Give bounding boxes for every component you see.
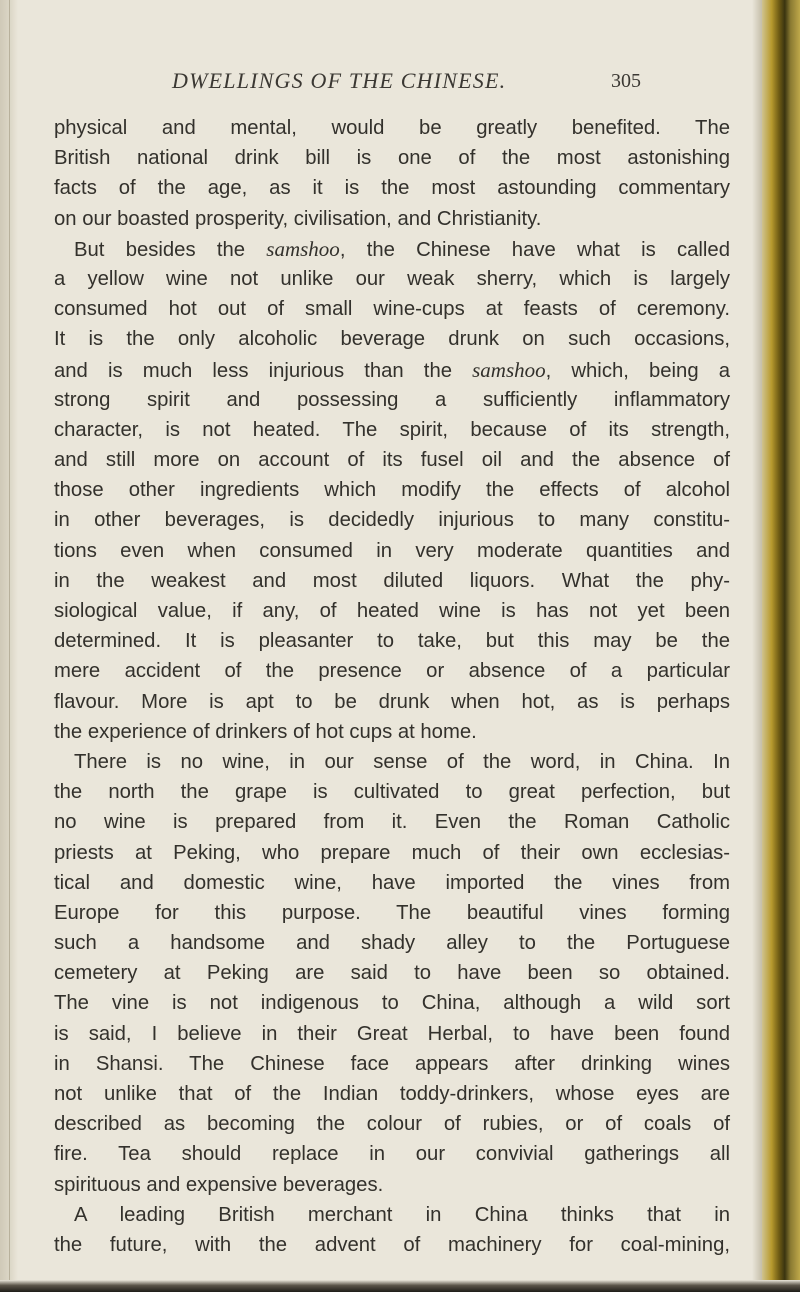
text-line: the north the grape is cultivated to great perfection, but xyxy=(54,781,730,804)
text-line: the future, with the advent of machinery for coal-mining, xyxy=(54,1233,730,1256)
text-line: siological value, if any, of heated wine is has not yet been xyxy=(54,600,730,622)
text-line: such a handsome and shady alley to the Portuguese xyxy=(54,932,730,955)
text-line: described as becoming the colour of rubies, or of coals of xyxy=(54,1113,730,1136)
text-line: The vine is not indigenous to China, although a wild sort xyxy=(54,992,730,1015)
text-line: consumed hot out of small wine-cups at feasts of ceremony. xyxy=(54,298,730,321)
text-line: strong spirit and possessing a sufficiently inflammatory xyxy=(54,388,730,411)
italic-term: samshoo xyxy=(266,236,340,261)
text-line: no wine is prepared from it. Even the Roman Catholic xyxy=(54,811,730,834)
running-head xyxy=(0,66,760,106)
text-line: flavour. More is apt to be drunk when hot, as is perhaps xyxy=(54,690,730,713)
text-line: in the weakest and most diluted liquors. What the phy- xyxy=(54,569,730,592)
gutter-line xyxy=(9,0,10,1292)
text-line: not unlike that of the Indian toddy-drinkers, whose eyes are xyxy=(54,1083,730,1105)
text-line: A leading British merchant in China thinks that in xyxy=(74,1203,730,1226)
text-line: But besides the samshoo, the Chinese have what is called xyxy=(74,236,730,261)
page-edge-right xyxy=(762,0,800,1292)
text-line: those other ingredients which modify the effects of alcohol xyxy=(54,479,730,502)
text-line: Europe for this purpose. The beautiful vines forming xyxy=(54,901,730,924)
text-line: It is the only alcoholic beverage drunk on such occasions, xyxy=(54,328,730,351)
page-number: 305 xyxy=(611,70,641,92)
page-edge-bottom xyxy=(0,1280,800,1292)
text-line: and is much less injurious than the samshoo, which, being a xyxy=(54,357,730,382)
italic-term: samshoo xyxy=(472,357,546,382)
text-line: in Shansi. The Chinese face appears after drinking wines xyxy=(54,1052,730,1075)
text-line: on our boasted prosperity, civilisation, and Christianity. xyxy=(54,207,542,230)
text-line: tions even when consumed in very moderate quantities and xyxy=(54,539,730,562)
text-line: fire. Tea should replace in our convivial gatherings all xyxy=(54,1143,730,1166)
text-line: a yellow wine not unlike our weak sherry, which is largely xyxy=(54,267,730,290)
text-line: the experience of drinkers of hot cups at home. xyxy=(54,720,477,743)
binding-shadow xyxy=(752,0,762,1292)
running-head-title: DWELLINGS OF THE CHINESE. xyxy=(172,68,507,93)
text-line: determined. It is pleasanter to take, but this may be the xyxy=(54,630,730,653)
text-line: is said, I believe in their Great Herbal, to have been found xyxy=(54,1022,730,1045)
body-text xyxy=(54,113,730,1260)
text-line: spirituous and expensive beverages. xyxy=(54,1173,384,1196)
text-line: facts of the age, as it is the most astounding commentary xyxy=(54,177,730,200)
text-line: character, is not heated. The spirit, because of its strength, xyxy=(54,418,730,441)
text-line: tical and domestic wine, have imported the vines from xyxy=(54,871,730,894)
text-line: priests at Peking, who prepare much of their own ecclesias- xyxy=(54,841,730,864)
text-line: in other beverages, is decidedly injurious to many constitu- xyxy=(54,509,730,532)
text-line: There is no wine, in our sense of the word, in China. In xyxy=(74,750,730,773)
text-line: British national drink bill is one of the most astonishing xyxy=(54,147,730,170)
text-line: physical and mental, would be greatly benefited. The xyxy=(54,117,730,139)
text-line: mere accident of the presence or absence of a particular xyxy=(54,660,730,683)
text-line: and still more on account of its fusel oil and the absence of xyxy=(54,449,730,472)
text-line: cemetery at Peking are said to have been so obtained. xyxy=(54,962,730,985)
